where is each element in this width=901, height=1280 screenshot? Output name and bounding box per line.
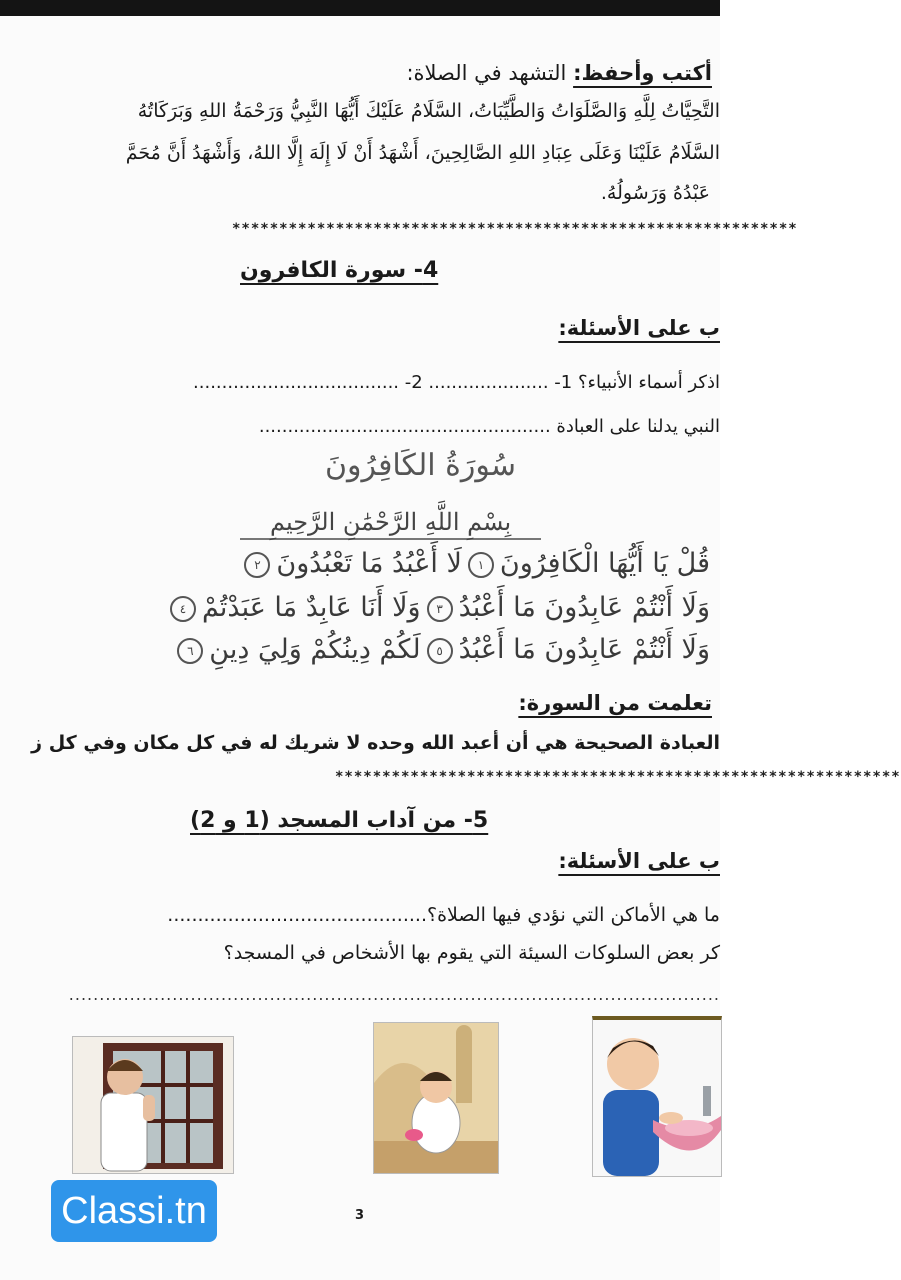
verse-line-3 [130, 634, 710, 665]
lesson-4-questions-heading: ب على الأسئلة: [558, 316, 720, 340]
ayah-number-icon: ١ [468, 552, 494, 578]
child-in-mosque-illustration [374, 1023, 498, 1173]
surah-title: سُورَةُ الكَافِرُونَ [325, 448, 516, 483]
page-number: 3 [355, 1208, 365, 1223]
learned-heading: تعلمت من السورة: [518, 691, 712, 715]
tashahhud-line-2: السَّلَامُ عَلَيْنَا وَعَلَى عِبَادِ اللهِ الصَّالِحِينَ، أَشْهَدُ أَنْ لَا إِلَهَ إِلَّا اللهُ، وَأَشْهَدُ أَنَّ مُحَمَّ [125, 142, 720, 164]
verse-text: قُلْ يَا أَيُّهَا الْكَافِرُونَ [499, 548, 710, 579]
write-memorize-label: أكتب وأحفظ: [573, 61, 712, 85]
lesson-4-question-1: اذكر أسماء الأنبياء؟ 1- ..................... 2- .................................... [193, 372, 720, 393]
lesson-4-question-2: النبي يدلنا على العبادة ................................................... [258, 416, 720, 437]
tashahhud-heading [406, 58, 712, 88]
answer-dots: ........................................................................................................... [68, 985, 720, 1004]
verse-text: لَا أَعْبُدُ مَا تَعْبُدُونَ [276, 548, 462, 579]
watermark-badge[interactable]: Classi.tn [51, 1180, 217, 1242]
top-bar [0, 0, 720, 16]
boy-washing-image [592, 1016, 722, 1177]
verse-text: وَلَا أَنَا عَابِدٌ مَا عَبَدْتُمْ [201, 592, 421, 623]
tashahhud-line-3: عَبْدُهُ وَرَسُولُهُ. [600, 182, 710, 204]
separator-2: ************************************************************ [335, 769, 901, 785]
separator-1: ************************************************************ [232, 221, 798, 237]
surah-image [110, 448, 720, 678]
verse-text: لَكُمْ دِينُكُمْ وَلِيَ دِينِ [209, 634, 421, 665]
learned-text: العبادة الصحيحة هي أن أعبد الله وحده لا شريك له في كل مكان وفي كل ز [31, 732, 720, 754]
verse-line-1 [130, 548, 710, 579]
tashahhud-line-1: التَّحِيَّاتُ لِلَّهِ وَالصَّلَوَاتُ وَالطَّيِّبَاتُ، السَّلَامُ عَلَيْكَ أَيُّهَا النَّبِيُّ وَرَحْمَةُ اللهِ وَبَرَكَاتُهُ [137, 100, 720, 122]
child-in-mosque-image [373, 1022, 499, 1174]
verse-line-2 [130, 592, 710, 623]
lesson-5-questions-heading: ب على الأسئلة: [558, 849, 720, 873]
lesson-4-title: 4- سورة الكافرون [240, 258, 439, 283]
lesson-5-title: 5- من آداب المسجد (1 و 2) [190, 808, 489, 833]
ayah-number-icon: ٦ [177, 638, 203, 664]
boy-washing-illustration [593, 1020, 721, 1176]
lesson-5-question-1: ما هي الأماكن التي نؤدي فيها الصلاة؟........................................... [167, 904, 720, 926]
basmala: بِسْمِ اللَّهِ الرَّحْمَٰنِ الرَّحِيمِ [240, 508, 541, 540]
child-at-window-image [72, 1036, 234, 1174]
ayah-number-icon: ٣ [427, 596, 453, 622]
ayah-number-icon: ٢ [244, 552, 270, 578]
tashahhud-title: التشهد في الصلاة: [406, 61, 574, 85]
ayah-number-icon: ٥ [427, 638, 453, 664]
verse-text: وَلَا أَنْتُمْ عَابِدُونَ مَا أَعْبُدُ [458, 634, 710, 665]
ayah-number-icon: ٤ [170, 596, 196, 622]
lesson-5-question-2: كر بعض السلوكات السيئة التي يقوم بها الأشخاص في المسجد؟ [223, 942, 720, 964]
verse-text: وَلَا أَنْتُمْ عَابِدُونَ مَا أَعْبُدُ [458, 592, 710, 623]
child-at-window-illustration [73, 1037, 233, 1173]
